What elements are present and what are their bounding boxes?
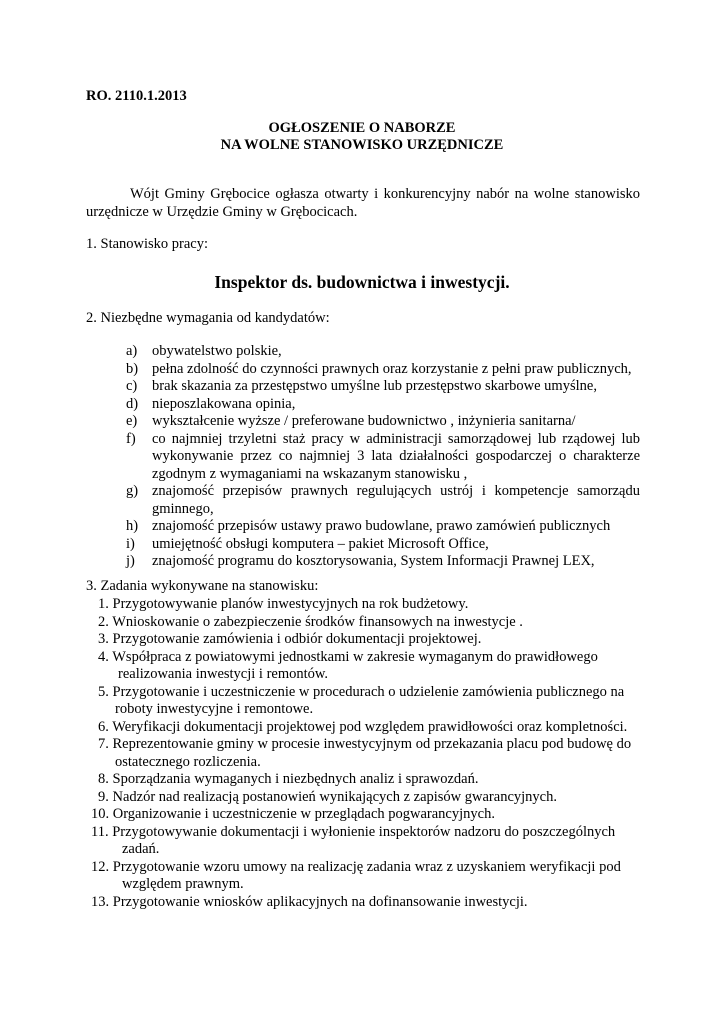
task-text-continuation: względem prawnym. [122,876,244,892]
requirement-marker: j) [126,553,135,569]
task-text: 2. Wnioskowanie o zabezpieczenie środków finansowych na inwestycje . [98,613,523,630]
requirement-item [126,378,640,396]
task-text: 1. Przygotowywanie planów inwestycyjnych na rok budżetowy. [98,596,469,612]
requirement-item [126,483,640,518]
task-text-continuation: realizowania inwestycji i remontów. [118,666,329,682]
task-text-continuation: zadań. [122,841,160,857]
task-item [98,789,658,807]
requirement-marker: h) [126,518,139,534]
requirement-text: umiejętność obsługi komputera – pakiet Microsoft Office, [152,535,489,552]
task-text: 11. Przygotowywanie dokumentacji i wyłonienie inspektorów nadzoru do poszczególnych [91,823,616,840]
requirement-text: nieposzlakowana opinia, [152,395,296,412]
requirement-marker: d) [126,395,139,412]
task-text-continuation: roboty inwestycyjne i remontowe. [115,701,314,717]
task-text: 3. Przygotowanie zamówienia i odbiór dokumentacji projektowej. [98,631,482,647]
requirement-item [126,536,640,554]
announcement-title-line1: OGŁOSZENIE O NABORZE [268,120,456,136]
task-item [98,771,658,789]
requirement-item [126,413,640,431]
task-text: 6. Weryfikacji dokumentacji projektowej pod względem prawidłowości oraz kompletności. [98,718,628,735]
requirement-item [126,361,640,379]
requirement-text: wykształcenie wyższe / preferowane budownictwo , inżynieria sanitarna/ [152,413,576,429]
task-item [98,649,658,684]
announcement-title-line2: NA WOLNE STANOWISKO URZĘDNICZE [220,137,504,153]
task-item [98,614,658,632]
task-item [98,736,658,771]
requirement-marker: a) [126,343,138,359]
task-text-continuation: ostatecznego rozliczenia. [115,753,261,770]
requirement-item [126,396,640,414]
requirement-item [126,343,640,361]
requirement-text: obywatelstwo polskie, [152,343,282,359]
requirement-marker: f) [126,430,136,447]
task-text: 8. Sporządzania wymaganych i niezbędnych analiz i sprawozdań. [98,771,479,787]
task-item [91,893,658,912]
task-item [98,684,658,719]
requirements-list [126,343,640,571]
intro-paragraph: Wójt Gminy Grębocice ogłasza otwarty i konkurencyjny nabór na wolne stanowisko urzędnicze w Urzędzie Gminy w Grębocicach. [86,186,640,220]
task-text: 12. Przygotowanie wzoru umowy na realizację zadania wraz z uzyskaniem weryfikacji pod [91,858,621,875]
task-text: 5. Przygotowanie i uczestniczenie w procedurach o udzielenie zamówienia publicznego na [98,683,625,700]
requirement-text: brak skazania za przestępstwo umyślne lub przestępstwo skarbowe umyślne, [152,378,597,394]
requirement-marker: e) [126,413,138,429]
task-text: 4. Współpraca z powiatowymi jednostkami w zakresie wymaganym do prawidłowego [98,648,598,665]
requirement-item [126,431,640,484]
requirement-text: znajomość przepisów ustawy prawo budowlane, prawo zamówień publicznych [152,518,611,534]
task-item [91,858,658,894]
task-item [98,596,658,614]
task-item [98,719,658,737]
requirement-marker: g) [126,483,139,499]
requirement-item [126,518,640,536]
requirement-text: co najmniej trzyletni staż pracy w administracji samorządowej lub rządowej lub wykonywanie przez co najmniej 3 lata działalności gospodarczej o charakterze zgodnym z wymaganiami na wskazanym stanowisku , [152,430,640,482]
task-text: 7. Reprezentowanie gminy w procesie inwestycyjnym od przekazania placu pod budowę do [98,736,632,752]
task-text: 9. Nadzór nad realizacją postanowień wynikających z zapisów gwarancyjnych. [98,788,557,805]
requirement-marker: b) [126,360,139,377]
requirement-text: znajomość programu do kosztorysowania, System Informacji Prawnej LEX, [152,553,595,569]
task-text: 13. Przygotowanie wniosków aplikacyjnych na dofinansowanie inwestycji. [91,893,528,910]
requirement-item [126,553,640,571]
task-text: 10. Organizowanie i uczestniczenie w przeglądach pogwarancyjnych. [91,806,495,822]
requirement-marker: i) [126,535,135,552]
position-title: Inspektor ds. budownictwa i inwestycji. [214,272,510,292]
requirement-text: pełna zdolność do czynności prawnych oraz korzystanie z pełni praw publicznych, [152,360,632,377]
document-reference: RO. 2110.1.2013 [86,88,187,104]
section2-heading: 2. Niezbędne wymagania od kandydatów: [86,310,330,326]
section1-heading: 1. Stanowisko pracy: [86,236,209,252]
section3-heading: 3. Zadania wykonywane na stanowisku: [86,578,319,594]
task-item [98,631,658,649]
requirement-text: znajomość przepisów prawnych regulujących ustrój i kompetencje samorządu gminnego, [152,483,640,517]
requirement-marker: c) [126,378,138,394]
task-item [91,806,658,824]
tasks-list [91,596,658,911]
task-item [91,823,658,859]
